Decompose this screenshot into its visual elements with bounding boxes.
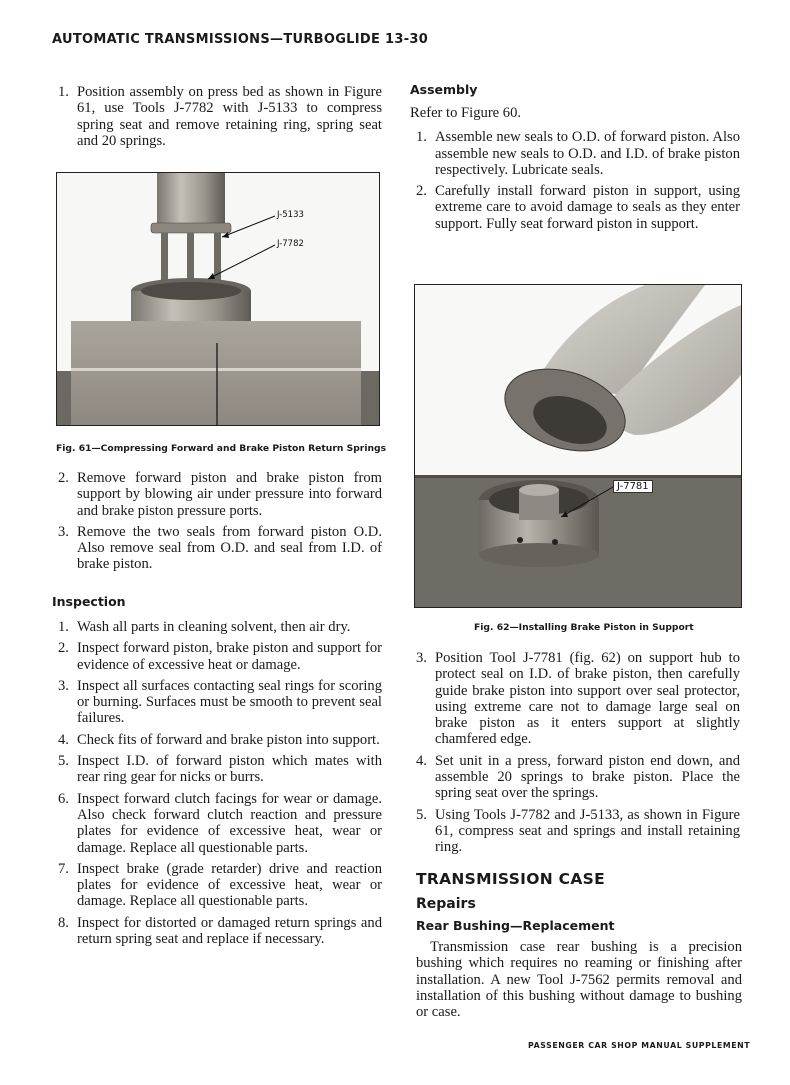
figure-62-photo <box>414 284 742 608</box>
figure-62-caption: Fig. 62—Installing Brake Piston in Support <box>474 622 694 633</box>
step-number: 1. <box>58 84 69 100</box>
step-item <box>52 524 382 573</box>
inspection-heading: Inspection <box>52 594 126 609</box>
step-text: Wash all parts in cleaning solvent, then air dry. <box>77 619 351 635</box>
step-item <box>52 84 382 149</box>
brake-piston-illustration <box>415 285 741 607</box>
step-text: Set unit in a press, forward piston end down, and assemble 20 springs to brake piston. Place the spring seat over the springs. <box>435 752 740 802</box>
step-text: Remove the two seals from forward piston O.D. Also remove seal from O.D. and seal from I.D. of brake piston. <box>77 523 382 573</box>
step-text: Position Tool J-7781 (fig. 62) on support hub to protect seal on I.D. of brake piston, then carefully guide brake piston into support over seal protector, using extreme care not to damage large seal on brake piston as it enters support at slightly chamfered edge. <box>435 650 740 748</box>
assembly-intro: Refer to Figure 60. <box>410 105 522 121</box>
step-number: 7. <box>58 860 69 877</box>
step-number: 2. <box>58 470 69 486</box>
step-item <box>410 650 740 748</box>
assembly-heading: Assembly <box>410 82 478 97</box>
step-item <box>52 753 382 786</box>
assembly-steps-part2 <box>410 650 740 856</box>
step-item <box>52 640 382 673</box>
step-item <box>52 915 382 948</box>
step-text: Inspect for distorted or damaged return springs and return spring seat and replace if necessary. <box>77 914 382 948</box>
step-item <box>52 791 382 856</box>
step-text: Inspect all surfaces contacting seal rings for scoring or burning. Surfaces must be smooth to prevent seal failures. <box>77 677 382 727</box>
step-item <box>52 732 382 748</box>
step-item <box>410 129 740 178</box>
step-text: Check fits of forward and brake piston into support. <box>77 731 380 748</box>
step-text: Using Tools J-7782 and J-5133, as shown in Figure 61, compress seat and springs and install retaining ring. <box>435 806 740 856</box>
step-number: 5. <box>58 753 69 770</box>
step-item <box>52 861 382 910</box>
step-number: 1. <box>416 129 427 146</box>
assembly-section <box>410 82 740 237</box>
rear-bushing-paragraph: Transmission case rear bushing is a precision bushing which requires no reaming or finishing after installation. A new Tool J-7562 permits removal and installation of this bushing without damage to bushing or case. <box>416 939 742 1021</box>
inspection-steps <box>52 619 382 947</box>
rear-bushing-heading: Rear Bushing—Replacement <box>416 918 615 933</box>
step-text: Position assembly on press bed as shown in Figure 61, use Tools J-7782 with J-5133 to compress spring seat and remove retaining ring, spring seat and 20 springs. <box>77 84 382 149</box>
step-number: 3. <box>58 677 69 694</box>
step-text: Inspect brake (grade retarder) drive and reaction plates for evidence of excessive heat, wear or damage. Replace all questionable parts. <box>77 860 382 910</box>
step-number: 4. <box>416 752 427 769</box>
step-number: 8. <box>58 914 69 931</box>
inspection-section <box>52 594 382 952</box>
step-text: Assemble new seals to O.D. of forward piston. Also assemble new seals to O.D. and I.D. of brake piston respectively. Lubricate seals. <box>435 129 740 178</box>
step-item <box>410 183 740 232</box>
step-number: 3. <box>58 523 69 540</box>
step-text: Carefully install forward piston in support, using extreme care to avoid damage to seals as they enter support. Fully seat forward piston in support. <box>435 183 740 232</box>
step-number: 5. <box>416 806 427 823</box>
step-text: Remove forward piston and brake piston from support by blowing air under pressure into forward and brake piston pressure ports. <box>77 470 382 519</box>
step-item <box>52 619 382 635</box>
left-column-mid <box>52 470 382 578</box>
step-number: 2. <box>58 640 69 657</box>
step-text: Inspect I.D. of forward piston which mates with rear ring gear for nicks or burrs. <box>77 753 382 786</box>
page-footer: PASSENGER CAR SHOP MANUAL SUPPLEMENT <box>528 1041 751 1050</box>
assembly-steps-continued <box>410 650 740 861</box>
step-number: 2. <box>416 183 427 200</box>
step-number: 1. <box>58 619 69 635</box>
left-column-top <box>52 84 382 154</box>
press-assembly-illustration <box>57 173 379 425</box>
step-number: 6. <box>58 790 69 807</box>
disassembly-steps-part2 <box>52 470 382 573</box>
callout-j7781: J-7781 <box>613 480 653 493</box>
repairs-heading: Repairs <box>416 896 476 912</box>
disassembly-steps-part1 <box>52 84 382 149</box>
step-item <box>52 470 382 519</box>
figure-61-photo <box>56 172 380 426</box>
assembly-steps-part1 <box>410 129 740 232</box>
running-head: AUTOMATIC TRANSMISSIONS—TURBOGLIDE 13-30 <box>52 32 429 47</box>
transmission-case-section <box>416 870 742 1020</box>
step-item <box>410 807 740 856</box>
step-number: 3. <box>416 650 427 666</box>
step-text: Inspect forward piston, brake piston and support for evidence of excessive heat or damage. <box>77 640 382 673</box>
step-item <box>52 678 382 727</box>
step-text: Inspect forward clutch facings for wear or damage. Also check forward clutch reaction and pressure plates for evidence of excessive heat, wear or damage. Replace all questionable parts. <box>77 790 382 856</box>
figure-61-caption: Fig. 61—Compressing Forward and Brake Piston Return Springs <box>56 443 387 454</box>
transmission-case-heading: TRANSMISSION CASE <box>416 870 605 888</box>
callout-j7782: J-7782 <box>277 239 304 249</box>
step-number: 4. <box>58 731 69 748</box>
step-item <box>410 753 740 802</box>
callout-j5133: J-5133 <box>277 210 304 220</box>
